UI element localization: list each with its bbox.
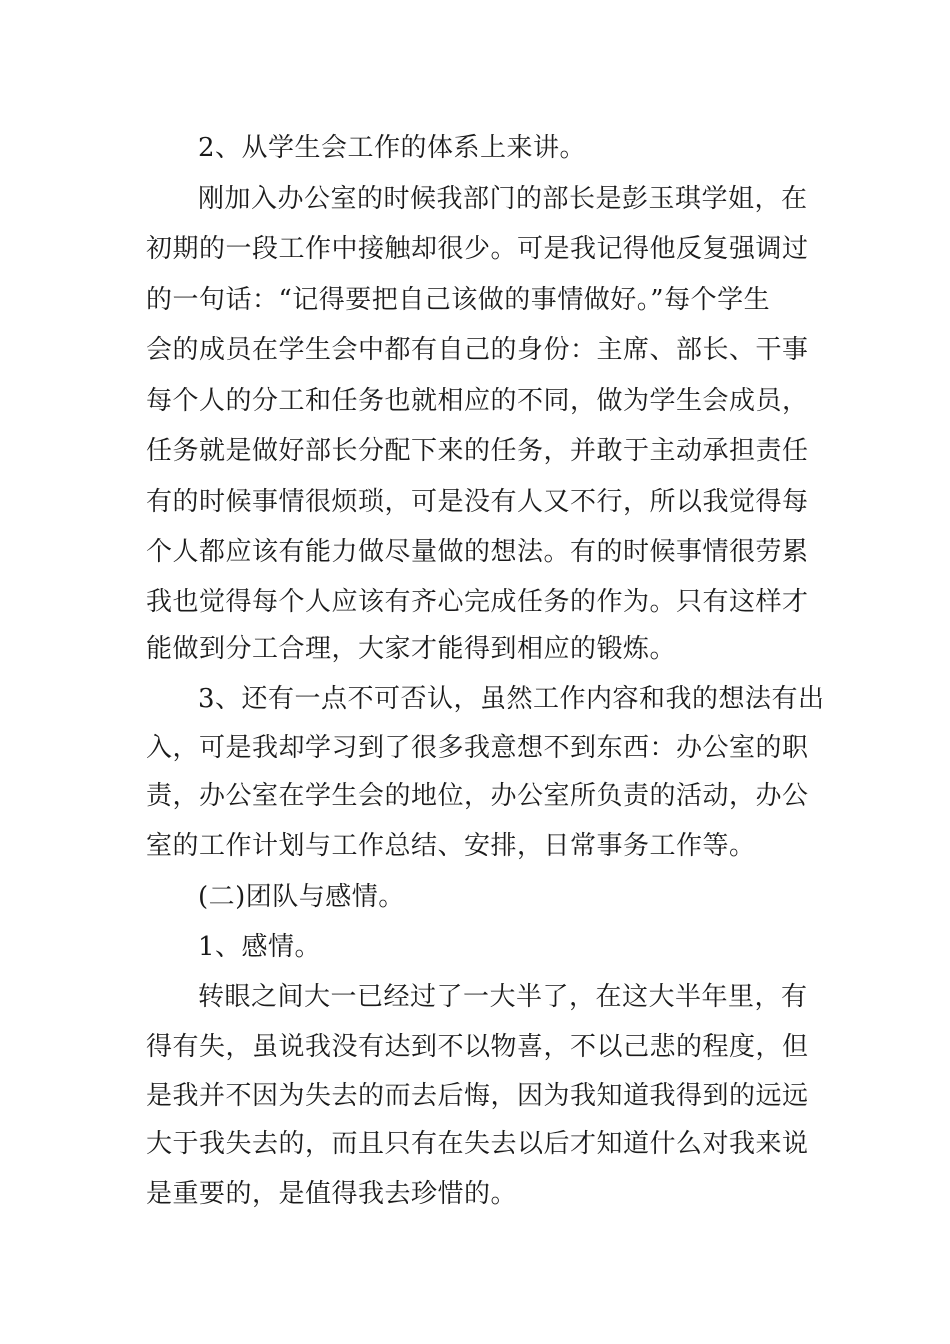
paragraph-line: 刚加入办公室的时候我部门的部长是彭玉琪学姐，在: [198, 184, 808, 214]
paragraph-line: 会的成员在学生会中都有自己的身份：主席、部长、干事: [146, 335, 809, 365]
paragraph-line: 转眼之间大一已经过了一大半了，在这大半年里，有: [198, 982, 808, 1012]
paragraph-line: 的一句话：“记得要把自己该做的事情做好。”每个学生: [146, 285, 771, 315]
paragraph-line: 室的工作计划与工作总结、安排，日常事务工作等。: [146, 831, 756, 861]
heading-line: 2、从学生会工作的体系上来讲。: [198, 133, 587, 163]
paragraph-line: 入，可是我却学习到了很多我意想不到东西：办公室的职: [146, 733, 809, 763]
paragraph-line: 大于我失去的，而且只有在失去以后才知道什么对我来说: [146, 1129, 809, 1159]
paragraph-line: 3、还有一点不可否认，虽然工作内容和我的想法有出: [198, 684, 825, 714]
paragraph-line: 有的时候事情很烦琐，可是没有人又不行，所以我觉得每: [146, 487, 809, 517]
subsection-heading: 1、感情。: [198, 932, 322, 962]
paragraph-line: 每个人的分工和任务也就相应的不同，做为学生会成员，: [146, 386, 809, 416]
paragraph-line: 初期的一段工作中接触却很少。可是我记得他反复强调过: [146, 234, 809, 264]
paragraph-line: 是我并不因为失去的而去后悔，因为我知道我得到的远远: [146, 1081, 809, 1111]
paragraph-line: 是重要的，是值得我去珍惜的。: [146, 1179, 518, 1209]
paragraph-line: 责，办公室在学生会的地位，办公室所负责的活动，办公: [146, 781, 809, 811]
paragraph-line: 得有失，虽说我没有达到不以物喜，不以己悲的程度，但: [146, 1032, 809, 1062]
section-heading: (二)团队与感情。: [198, 882, 405, 912]
paragraph-line: 任务就是做好部长分配下来的任务，并敢于主动承担责任: [146, 436, 809, 466]
paragraph-line: 我也觉得每个人应该有齐心完成任务的作为。只有这样才: [146, 587, 809, 617]
paragraph-line: 个人都应该有能力做尽量做的想法。有的时候事情很劳累: [146, 537, 809, 567]
paragraph-line: 能做到分工合理，大家才能得到相应的锻炼。: [146, 634, 677, 664]
